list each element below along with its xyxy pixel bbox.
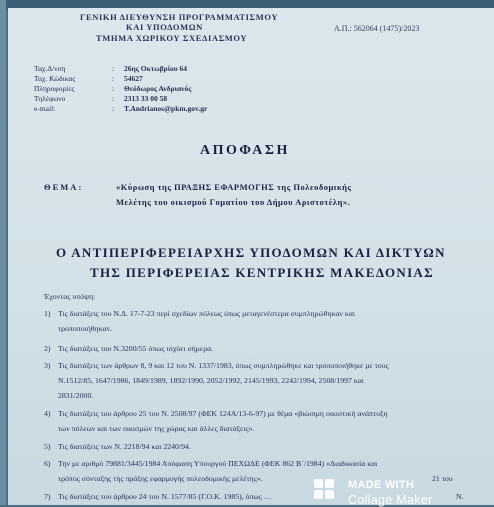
item-4-line-2: των πόλεων και των οικισμών της χώρας και άλλες διατάξεις».	[58, 424, 255, 433]
authority-line-2: ΤΗΣ ΠΕΡΙΦΕΡΕΙΑΣ ΚΕΝΤΡΙΚΗΣ ΜΑΚΕΔΟΝΙΑΣ	[90, 265, 434, 280]
item-number: 5)	[44, 442, 51, 451]
protocol-number: Α.Π.: 562064 (1475)/2023	[334, 24, 420, 33]
item-number: 6)	[44, 459, 51, 468]
item-2-line-1: Τις διατάξεις του Ν.3200/55 όπως ισχύει σήμερα.	[58, 344, 214, 353]
item-1-line-1: Τις διατάξεις του Ν.Δ. 17-7-23 περί σχεδίων πόλεως όπως μεταγενέστερα συμπληρώθηκαν και	[58, 309, 355, 318]
header-line-1: ΓΕΝΙΚΗ ΔΙΕΥΘΥΝΣΗ ΠΡΟΓΡΑΜΜΑΤΙΣΜΟΥ	[80, 12, 279, 22]
item-number: 3)	[44, 361, 51, 370]
item-3-line-3: 2831/2000.	[58, 391, 94, 400]
item-5-line-1: Τις διατάξεις των Ν. 2218/94 και 2240/94.	[58, 442, 191, 451]
contact-value-phone: 2313 33 00 58	[124, 94, 168, 103]
item-number: 2)	[44, 344, 51, 353]
item-4-line-1: Τις διατάξεις του άρθρου 25 του Ν. 2508/97 (ΦΕΚ 124Α/13-6-97) με θέμα «βιώσιμη οικιστική ανάπτυξη	[58, 409, 388, 418]
contact-value-email[interactable]: T.Andrianos@pkm.gov.gr	[124, 104, 208, 113]
collage-maker-watermark	[314, 474, 494, 505]
photo-edge-left	[0, 0, 6, 505]
header-line-2: ΚΑΙ ΥΠΟΔΟΜΩΝ	[126, 22, 203, 32]
item-number: 1)	[44, 309, 51, 318]
contact-value-postcode: 54627	[124, 74, 143, 83]
item-3-line-1: Τις διατάξεις των άρθρων 8, 9 και 12 του Ν. 1337/1983, όπως συμπληρώθηκε και τροποποιήθηκε με τους	[58, 361, 389, 370]
subject-label: ΘΕΜΑ:	[44, 182, 84, 192]
item-1-line-2: τροποποιήθηκαν.	[58, 324, 112, 333]
contact-label-info: Πληροφορίες	[34, 84, 75, 93]
contact-value-address: 26ης Οκτωβρίου 64	[124, 64, 188, 73]
document-page	[8, 8, 494, 505]
contact-label-phone: Τηλέφωνο	[34, 94, 66, 103]
contact-label-email: e-mail:	[34, 104, 56, 113]
item-6-line-1: Την με αριθμό 79881/3445/1984 Απόφαση Υπουργού ΠΕΧΩΔΕ (ΦΕΚ 862 Β΄/1984) «Διαδικασία και	[58, 459, 378, 468]
colon: :	[112, 84, 115, 93]
item-6-line-2: τρόπος σύνταξης της πράξης εφαρμογής πολεοδομικής μελέτης».	[58, 474, 263, 483]
header-line-3: ΤΜΗΜΑ ΧΩΡΙΚΟΥ ΣΧΕΔΙΑΣΜΟΥ	[96, 33, 248, 43]
contact-label-address: Ταχ.Δ/νση	[34, 64, 66, 73]
item-number: 7)	[44, 492, 51, 501]
watermark-line-2: Collage Maker	[348, 493, 433, 507]
subject-line-1: «Κύρωση της ΠΡΑΞΗΣ ΕΦΑΡΜΟΓΗΣ της Πολεοδομικής	[116, 182, 352, 192]
intro-text: Έχοντας υπόψη:	[44, 292, 96, 301]
colon: :	[112, 64, 115, 73]
colon: :	[112, 104, 115, 113]
collage-grid-icon	[314, 479, 336, 501]
colon: :	[112, 94, 115, 103]
watermark-line-1: MADE WITH	[348, 479, 415, 491]
item-number: 4)	[44, 409, 51, 418]
item-6-tail-text: 21 του	[432, 474, 453, 483]
item-3-line-2: Ν.1512/85, 1647/1986, 1849/1989, 1892/1990, 2052/1992, 2145/1993, 2242/1994, 2508/1997 και	[58, 376, 364, 385]
item-7-tail-text: Ν.	[456, 492, 464, 501]
authority-line-1: Ο ΑΝΤΙΠΕΡΙΦΕΡΕΙΑΡΧΗΣ ΥΠΟΔΟΜΩΝ ΚΑΙ ΔΙΚΤΥΩΝ	[56, 245, 446, 260]
item-7-line-1: Τις διατάξεις του άρθρου 24 του Ν. 1577/85 (Γ.Ο.Κ. 1985), όπως …	[58, 492, 272, 501]
contact-label-postcode: Ταχ. Κώδικας	[34, 74, 76, 83]
subject-line-2: Μελέτης του οικισμού Γοματίου του Δήμου Αριστοτέλη».	[116, 197, 351, 207]
colon: :	[112, 74, 115, 83]
contact-value-info: Θεόδωρος Ανδριανός	[124, 84, 192, 93]
decision-title: ΑΠΟΦΑΣΗ	[200, 143, 290, 158]
